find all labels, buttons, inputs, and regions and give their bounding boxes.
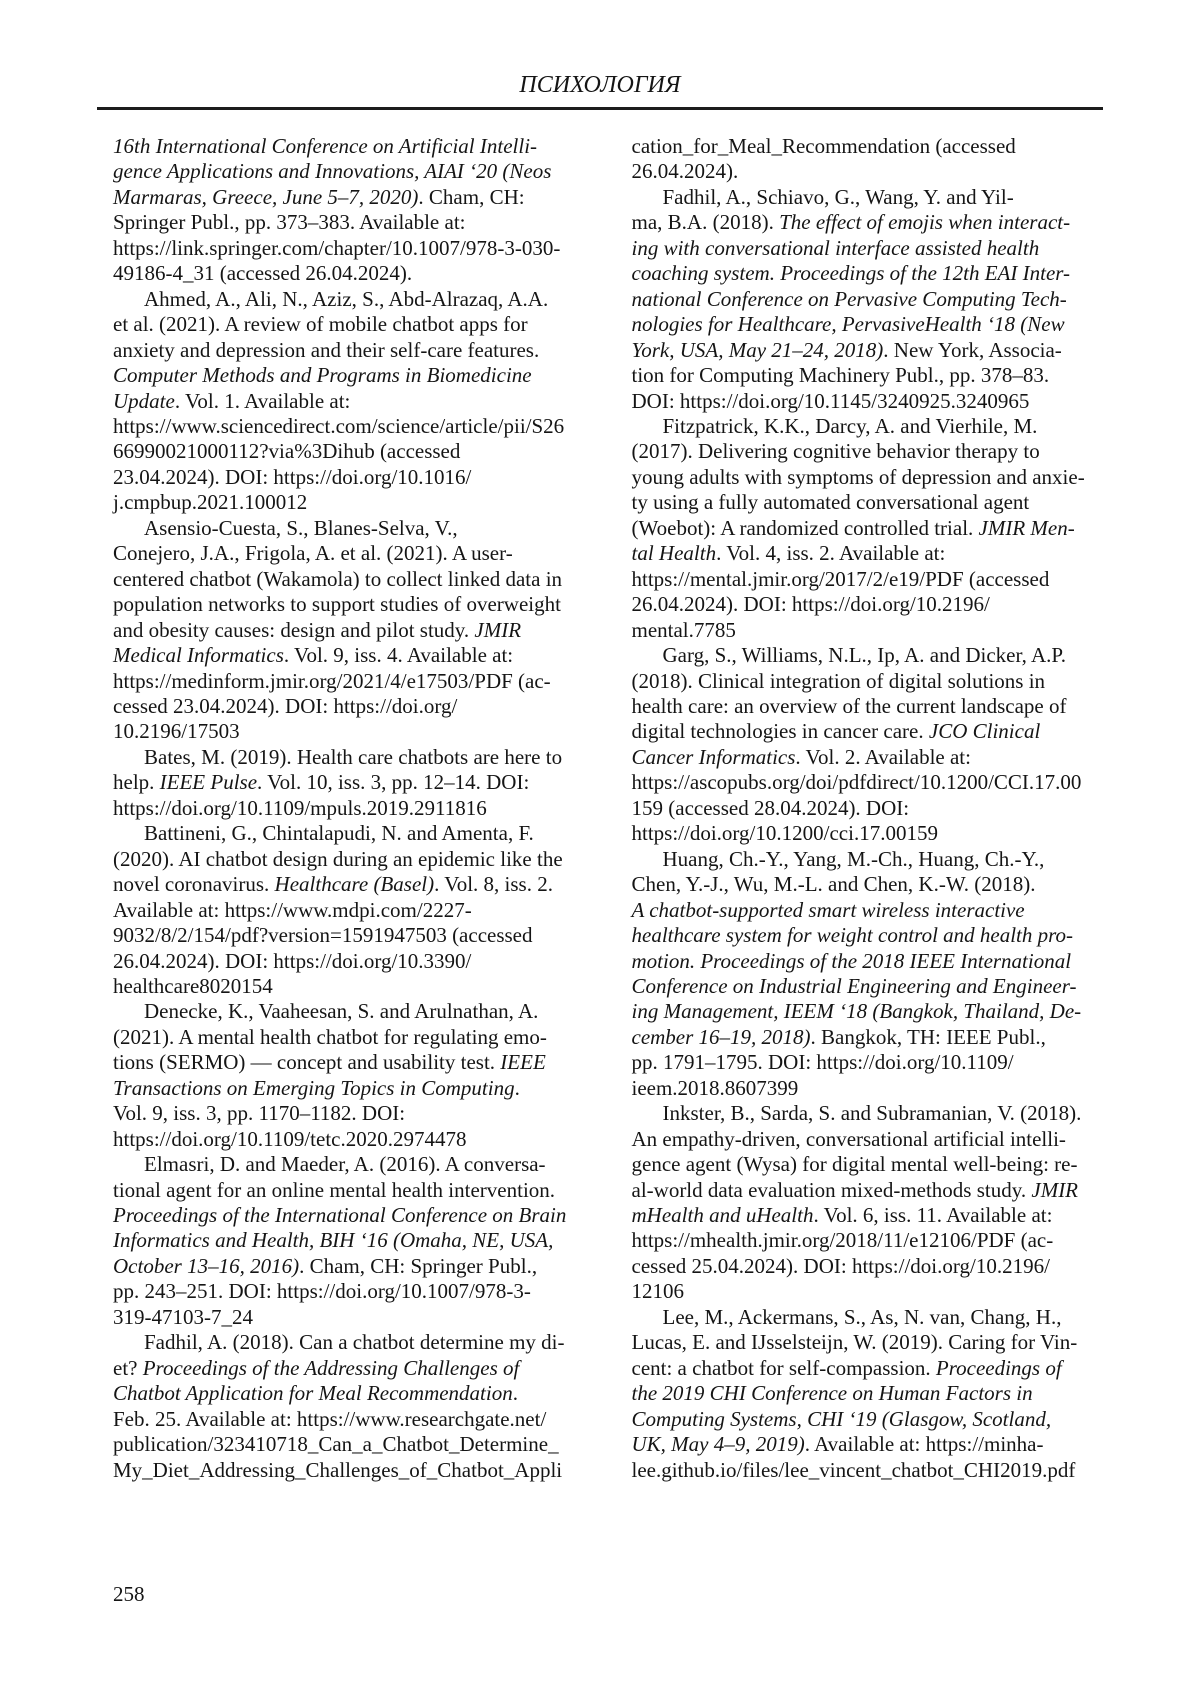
reference-entry — [113, 134, 564, 287]
reference-line: https://doi.org/10.1109/tetc.2020.2974478 — [113, 1126, 467, 1151]
reference-line: ma, B.A. (2018). The effect of emojis when interact- — [631, 210, 1071, 235]
reference-line: 159 (accessed 28.04.2024). DOI: — [631, 795, 910, 820]
reference-line: Lee, M., Ackermans, S., As, N. van, Chang, H., — [662, 1304, 1062, 1329]
reference-line: ieem.2018.8607399 — [631, 1075, 799, 1100]
reference-line: UK, May 4–9, 2019). Available at: https://minha- — [631, 1432, 1044, 1457]
reference-entry — [632, 643, 1083, 847]
reference-line: (2017). Delivering cognitive behavior therapy to — [631, 439, 1040, 464]
reference-entry — [113, 1330, 564, 1483]
reference-line: Lucas, E. and IJsselsteijn, W. (2019). Caring for Vin- — [631, 1330, 1078, 1355]
reference-line: mental.7785 — [631, 617, 736, 642]
reference-line: (2021). A mental health chatbot for regulating emo- — [113, 1024, 547, 1049]
reference-line: centered chatbot (Wakamola) to collect linked data in — [113, 566, 563, 591]
reference-line: 9032/8/2/154/pdf?version=1591947503 (accessed — [113, 923, 533, 948]
reference-line: Cancer Informatics. Vol. 2. Available at: — [631, 744, 971, 769]
references-columns — [0, 134, 1200, 1483]
reference-line: Marmaras, Greece, June 5–7, 2020). Cham, CH: — [113, 184, 525, 209]
reference-line: Feb. 25. Available at: https://www.researchgate.net/ — [113, 1406, 547, 1431]
reference-entry — [632, 414, 1083, 643]
reference-line: national Conference on Pervasive Computing Tech- — [631, 286, 1067, 311]
reference-line: 16th International Conference on Artificial Intelli- — [113, 134, 538, 158]
section-title: ПСИХОЛОГИЯ — [519, 72, 681, 98]
reference-line: tional agent for an online mental health intervention. — [113, 1177, 556, 1202]
reference-line: Conejero, J.A., Frigola, A. et al. (2021). A user- — [113, 541, 513, 566]
reference-entry — [113, 745, 564, 821]
reference-line: Chen, Y.-J., Wu, M.-L. and Chen, K.-W. (2018). — [631, 872, 1036, 897]
reference-entry — [113, 821, 564, 999]
reference-line: et al. (2021). A review of mobile chatbot apps for — [113, 312, 528, 337]
reference-line: ing Management, IEEM ‘18 (Bangkok, Thailand, De- — [631, 999, 1082, 1024]
reference-line: cember 16–19, 2018). Bangkok, TH: IEEE Publ., — [631, 1024, 1046, 1049]
reference-line: Ahmed, A., Ali, N., Aziz, S., Abd-Alrazaq, A.A. — [144, 286, 549, 311]
reference-line: Huang, Ch.-Y., Yang, M.-Ch., Huang, Ch.-Y., — [662, 846, 1045, 871]
reference-line: (2020). AI chatbot design during an epidemic like the — [113, 846, 563, 871]
references-column-left — [113, 134, 567, 1483]
reference-line: the 2019 CHI Conference on Human Factors in — [631, 1381, 1033, 1406]
reference-entry — [632, 1305, 1083, 1483]
reference-line: https://medinform.jmir.org/2021/4/e17503/PDF (ac- — [113, 668, 551, 693]
reference-line: Update. Vol. 1. Available at: — [113, 388, 351, 413]
reference-line: cessed 23.04.2024). DOI: https://doi.org/ — [113, 693, 458, 718]
reference-line: York, USA, May 21–24, 2018). New York, Associa- — [631, 337, 1062, 362]
reference-line: motion. Proceedings of the 2018 IEEE International — [631, 948, 1072, 973]
reference-entry — [113, 516, 564, 745]
reference-line: mHealth and uHealth. Vol. 6, iss. 11. Available at: — [631, 1203, 1053, 1228]
reference-line: health care: an overview of the current landscape of — [631, 693, 1067, 718]
reference-line: al-world data evaluation mixed-methods study. JMIR — [631, 1177, 1079, 1202]
reference-line: population networks to support studies of overweight — [113, 592, 561, 617]
reference-line: (2018). Clinical integration of digital solutions in — [631, 668, 1046, 693]
reference-line: cessed 25.04.2024). DOI: https://doi.org/10.2196/ — [631, 1253, 1050, 1278]
reference-line: 10.2196/17503 — [113, 719, 240, 744]
reference-line: Elmasri, D. and Maeder, A. (2016). A conversa- — [144, 1152, 546, 1177]
reference-line: ing with conversational interface assisted health — [631, 235, 1040, 260]
reference-line: 26.04.2024). DOI: https://doi.org/10.2196/ — [631, 592, 990, 617]
reference-line: Informatics and Health, BIH ‘16 (Omaha, NE, USA, — [113, 1228, 554, 1253]
reference-line: https://doi.org/10.1109/mpuls.2019.2911816 — [113, 795, 487, 820]
reference-line: Conference on Industrial Engineering and Engineer- — [631, 973, 1077, 998]
reference-line: Springer Publ., pp. 373–383. Available at: — [113, 210, 466, 235]
page-header — [0, 0, 1200, 110]
reference-line: anxiety and depression and their self-care features. — [113, 337, 540, 362]
reference-line: An empathy-driven, conversational artificial intelli- — [631, 1126, 1066, 1151]
reference-line: gence agent (Wysa) for digital mental well-being: re- — [631, 1152, 1078, 1177]
reference-line: https://mhealth.jmir.org/2018/11/e12106/PDF (ac- — [631, 1228, 1054, 1253]
reference-line: j.cmpbup.2021.100012 — [113, 490, 308, 515]
reference-line: tions (SERMO) — concept and usability test. IEEE — [113, 1050, 546, 1075]
reference-line: pp. 1791–1795. DOI: https://doi.org/10.1109/ — [631, 1050, 1014, 1075]
reference-line: coaching system. Proceedings of the 12th EAI Inter- — [631, 261, 1071, 286]
reference-line: nologies for Healthcare, PervasiveHealth ‘18 (New — [631, 312, 1065, 337]
reference-line: healthcare system for weight control and health pro- — [631, 923, 1074, 948]
reference-line: 66990021000112?via%3Dihub (accessed — [113, 439, 461, 464]
reference-line: Fitzpatrick, K.K., Darcy, A. and Vierhile, M. — [662, 413, 1038, 438]
reference-entry — [113, 287, 564, 516]
reference-line: ty using a fully automated conversational agent — [631, 490, 1030, 515]
reference-line: Garg, S., Williams, N.L., Ip, A. and Dicker, A.P. — [662, 643, 1067, 668]
reference-line: tal Health. Vol. 4, iss. 2. Available at: — [631, 541, 946, 566]
reference-entry — [632, 847, 1083, 1102]
reference-line: My_Diet_Addressing_Challenges_of_Chatbot_Appli — [113, 1457, 563, 1482]
reference-line: Medical Informatics. Vol. 9, iss. 4. Available at: — [113, 643, 514, 668]
reference-line: digital technologies in cancer care. JCO Clinical — [631, 719, 1041, 744]
reference-line: https://mental.jmir.org/2017/2/e19/PDF (accessed — [631, 566, 1050, 591]
reference-line: https://link.springer.com/chapter/10.1007/978-3-030- — [113, 235, 561, 260]
reference-line: Vol. 9, iss. 3, pp. 1170–1182. DOI: — [113, 1101, 406, 1126]
reference-line: 319-47103-7_24 — [113, 1304, 253, 1329]
reference-line: cation_for_Meal_Recommendation (accessed — [631, 134, 1016, 158]
reference-line: Battineni, G., Chintalapudi, N. and Amenta, F. — [144, 821, 534, 846]
page-number: 258 — [113, 1582, 145, 1606]
reference-entry — [113, 1152, 567, 1330]
header-rule — [97, 107, 1103, 110]
reference-line: young adults with symptoms of depression and anxie- — [631, 464, 1085, 489]
reference-line: Bates, M. (2019). Health care chatbots are here to — [144, 744, 563, 769]
reference-entry — [632, 1101, 1083, 1305]
reference-entry — [632, 185, 1083, 414]
reference-entry — [113, 999, 564, 1152]
reference-line: pp. 243–251. DOI: https://doi.org/10.1007/978-3- — [113, 1279, 531, 1304]
reference-line: Inkster, B., Sarda, S. and Subramanian, V. (2018). — [662, 1101, 1082, 1126]
reference-line: lee.github.io/files/lee_vincent_chatbot_CHI2019.pdf — [631, 1457, 1076, 1482]
reference-line: gence Applications and Innovations, AIAI ‘20 (Neos — [113, 159, 552, 184]
reference-line: Fadhil, A., Schiavo, G., Wang, Y. and Yil- — [662, 184, 1014, 209]
reference-line: A chatbot-supported smart wireless interactive — [631, 897, 1025, 922]
references-column-right — [632, 134, 1083, 1483]
reference-line: 23.04.2024). DOI: https://doi.org/10.1016/ — [113, 464, 472, 489]
reference-line: cent: a chatbot for self-compassion. Proceedings of — [631, 1355, 1062, 1380]
reference-line: Computing Systems, CHI ‘19 (Glasgow, Scotland, — [631, 1406, 1052, 1431]
reference-line: novel coronavirus. Healthcare (Basel). Vol. 8, iss. 2. — [113, 872, 553, 897]
reference-line: 26.04.2024). DOI: https://doi.org/10.3390/ — [113, 948, 472, 973]
reference-line: https://www.sciencedirect.com/science/article/pii/S26 — [113, 413, 565, 438]
reference-line: Transactions on Emerging Topics in Computing. — [113, 1075, 520, 1100]
reference-line: Proceedings of the International Conference on Brain — [113, 1203, 567, 1228]
reference-line: Computer Methods and Programs in Biomedicine — [113, 363, 532, 388]
reference-line: et? Proceedings of the Addressing Challenges of — [113, 1355, 520, 1380]
reference-line: 49186-4_31 (accessed 26.04.2024). — [113, 261, 413, 286]
reference-line: https://ascopubs.org/doi/pdfdirect/10.1200/CCI.17.00 — [631, 770, 1082, 795]
reference-line: Denecke, K., Vaaheesan, S. and Arulnathan, A. — [144, 999, 539, 1024]
reference-line: tion for Computing Machinery Publ., pp. 378–83. — [631, 363, 1050, 388]
reference-line: healthcare8020154 — [113, 973, 273, 998]
reference-line: (Woebot): A randomized controlled trial. JMIR Men- — [631, 515, 1075, 540]
reference-line: Chatbot Application for Meal Recommendation. — [113, 1381, 518, 1406]
reference-line: Asensio-Cuesta, S., Blanes-Selva, V., — [144, 515, 458, 540]
reference-line: 26.04.2024). — [631, 159, 739, 184]
reference-line: publication/323410718_Can_a_Chatbot_Determine_ — [113, 1432, 559, 1457]
reference-line: and obesity causes: design and pilot study. JMIR — [113, 617, 522, 642]
reference-line: 12106 — [631, 1279, 684, 1304]
reference-line: Fadhil, A. (2018). Can a chatbot determine my di- — [144, 1330, 565, 1355]
reference-line: help. IEEE Pulse. Vol. 10, iss. 3, pp. 12–14. DOI: — [113, 770, 530, 795]
reference-line: October 13–16, 2016). Cham, CH: Springer Publ., — [113, 1253, 538, 1278]
reference-entry — [632, 134, 1083, 185]
reference-line: https://doi.org/10.1200/cci.17.00159 — [631, 821, 938, 846]
reference-line: DOI: https://doi.org/10.1145/3240925.3240965 — [631, 388, 1030, 413]
reference-line: Available at: https://www.mdpi.com/2227- — [113, 897, 472, 922]
